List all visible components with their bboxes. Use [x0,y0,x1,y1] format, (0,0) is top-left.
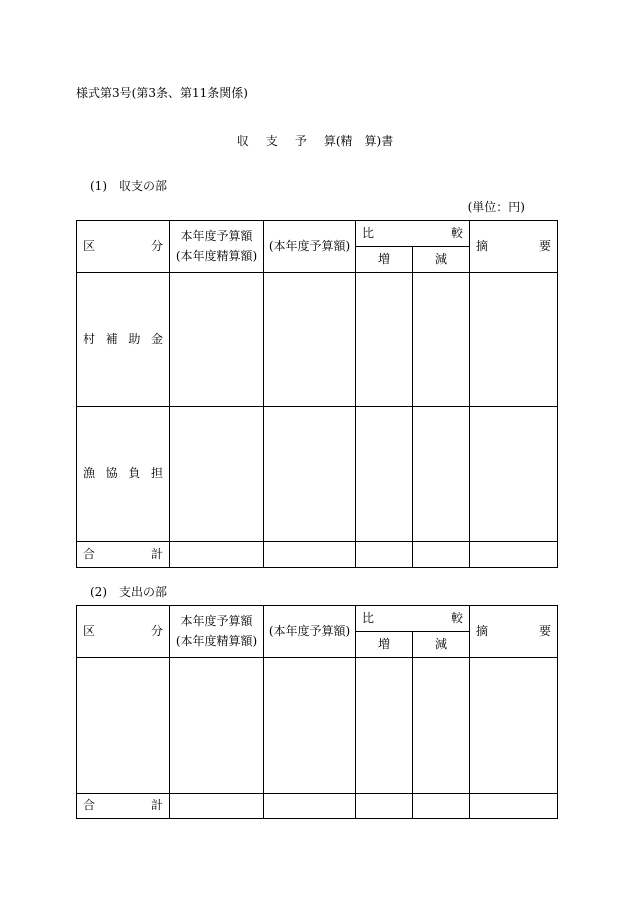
table-cell [413,407,470,542]
table-cell [413,542,470,568]
table-cell [356,407,413,542]
table-cell [77,658,170,794]
document-title [0,132,630,149]
header-increase: 増 [356,632,413,658]
table-cell [470,273,558,407]
header-decrease: 減 [413,632,470,658]
table-cell [264,273,356,407]
title-char-4: 算(精 [323,134,353,148]
expense-total-label: 合 計 [77,794,170,819]
title-char-1: 収 [236,134,249,148]
table-cell [413,794,470,819]
income-section-label: (1) 収支の部 [90,179,167,193]
table-cell [170,542,264,568]
row-label-subsidy: 村 補 助 金 [77,273,170,407]
title-char-2: 支 [265,134,278,148]
header-prev-budget: (本年度予算額) [264,606,356,658]
expense-section-label: (2) 支出の部 [90,585,167,599]
table-cell [356,542,413,568]
table-cell [356,658,413,794]
header-budget: 本年度予算額 (本年度精算額) [170,221,264,273]
table-cell [170,273,264,407]
table-cell [413,273,470,407]
table-cell [470,542,558,568]
header-prev-budget: (本年度予算額) [264,221,356,273]
table-cell [264,794,356,819]
table-cell [356,794,413,819]
income-total-label: 合 計 [77,542,170,568]
form-number: 様式第3号(第3条、第11条関係) [76,86,248,100]
header-category: 区 分 [77,221,170,273]
header-increase: 増 [356,247,413,273]
header-remarks: 摘 要 [470,221,558,273]
header-category: 区 分 [77,606,170,658]
unit-label: (単位：円) [467,200,525,214]
table-cell [170,407,264,542]
header-remarks: 摘 要 [470,606,558,658]
expense-table [76,605,558,819]
header-compare: 比 較 [356,221,470,247]
table-cell [413,658,470,794]
table-cell [264,407,356,542]
title-char-3: 予 [294,134,307,148]
row-label-fishery-burden: 漁 協 負 担 [77,407,170,542]
table-cell [170,794,264,819]
title-char-5: 算)書 [364,134,394,148]
table-cell [264,542,356,568]
table-cell [470,407,558,542]
header-compare: 比 較 [356,606,470,632]
header-decrease: 減 [413,247,470,273]
income-table [76,220,558,568]
table-cell [264,658,356,794]
header-budget: 本年度予算額 (本年度精算額) [170,606,264,658]
table-cell [470,658,558,794]
table-cell [470,794,558,819]
table-cell [170,658,264,794]
table-cell [356,273,413,407]
